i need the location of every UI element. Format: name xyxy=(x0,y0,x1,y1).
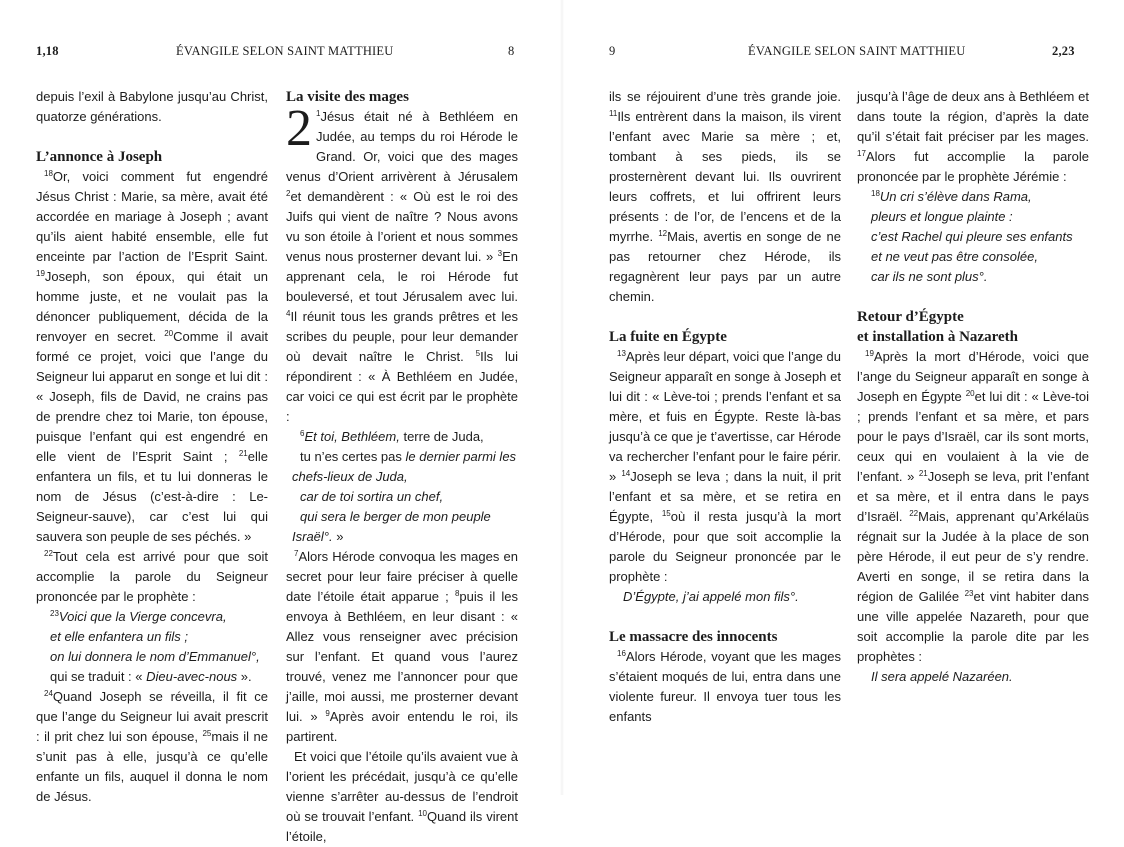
right-page xyxy=(562,0,1124,795)
left-column-2 xyxy=(286,87,518,847)
left-page xyxy=(0,0,562,844)
verse-number: 20 xyxy=(965,389,975,398)
verse-text: où il resta jusqu’à la mort d’Hérode, pour que soit accomplie la parole du Seigneur prononcée par le prophète : xyxy=(609,509,841,584)
verse-number: 1 xyxy=(316,109,321,118)
verse-text: ils se réjouirent d’une très grande joie. xyxy=(609,89,841,104)
verse-text: mais il ne s’unit pas à elle, jusqu’à ce qu’elle enfante un fils, auquel il donna le nom de Jésus. xyxy=(36,729,268,804)
verse-text: Joseph, son époux, qui était un homme juste, et ne voulait pas la dénoncer publiquement, décida de la renvoyer en secret. xyxy=(36,269,268,344)
verse-text: Tout cela est arrivé pour que soit accomplie la parole du Seigneur prononcée par le prophète : xyxy=(36,549,268,604)
paragraph xyxy=(609,647,841,727)
verse-number: 3 xyxy=(497,249,503,258)
verse-text: Mais, apprenant qu’Arkélaüs régnait sur la Judée à la place de son père Hérode, il eut peur de s’y rendre. Averti en songe, il se retira dans la région de Galilée xyxy=(857,509,1089,604)
verse-number: 8 xyxy=(454,589,460,598)
verse-text: En apprenant cela, le roi Hérode fut bouleversé, et tout Jérusalem avec lui. xyxy=(286,249,518,304)
quote-line: on lui donnera le nom d’Emmanuel°, xyxy=(50,649,260,664)
right-column-1 xyxy=(609,87,841,727)
quote-text: Un cri s’élève dans Rama, xyxy=(879,189,1032,204)
quote-text: ». xyxy=(237,669,252,684)
quote-text: terre de Juda, xyxy=(399,429,484,444)
verse-text: Après avoir entendu le roi, ils partirent. xyxy=(286,709,518,744)
verse-text: Comme il avait formé ce projet, voici que l’ange du Seigneur lui apparut en songe et lui dit : « Joseph, fils de David, ne crains pas de prendre chez toi Marie, ton épouse, puisque l’enfant qui est engendré en elle vient de l’Esprit Saint ; xyxy=(36,329,269,464)
left-page-header xyxy=(0,44,562,64)
left-header-reference: 1,18 xyxy=(36,44,59,58)
verse-number: 5 xyxy=(475,349,481,358)
section-title: et installation à Nazareth xyxy=(857,329,1018,345)
section-title: La visite des mages xyxy=(286,89,409,105)
verse-text: Après la mort d’Hérode, voici que l’ange du Seigneur apparaît en songe à Joseph en Égypte xyxy=(857,349,1089,404)
paragraph: depuis l’exil à Babylone jusqu’au Christ, quatorze générations. xyxy=(36,89,268,124)
verse-number: 14 xyxy=(621,469,631,478)
right-header-reference: 2,23 xyxy=(1052,44,1075,58)
verse-number: 23 xyxy=(50,609,59,618)
quote-line xyxy=(36,667,268,687)
spacer xyxy=(609,307,841,327)
quote-text: qui se traduit : « xyxy=(50,669,147,684)
verse-text: Après leur départ, voici que l’ange du Seigneur apparaît en songe à Joseph et lui dit : « Lève-toi ; prends l’enfant et sa mère, et fuis en Égypte. Reste là-bas jusqu’à ce que je t’avertisse, car Hérode va rechercher l’enfant pour le faire périr. » xyxy=(609,349,841,484)
verse-text: jusqu’à l’âge de deux ans à Bethléem et dans toute la région, d’après la date qu’il s’était fait préciser par les mages. xyxy=(857,89,1089,144)
right-header-title: ÉVANGILE SELON SAINT MATTHIEU xyxy=(748,44,966,58)
quote-line: c’est Rachel qui pleure ses enfants xyxy=(871,229,1073,244)
right-page-header xyxy=(562,44,1124,64)
verse-number: 2 xyxy=(286,189,291,198)
verse-number: 13 xyxy=(617,349,626,358)
quote-text: tu n’es certes pas xyxy=(300,449,406,464)
quote-line: car ils ne sont plus°. xyxy=(871,269,988,284)
paragraph xyxy=(609,87,841,307)
paragraph xyxy=(36,167,268,547)
paragraph xyxy=(286,547,518,747)
spacer xyxy=(609,607,841,627)
right-page-number: 9 xyxy=(609,44,616,58)
quote-text: » xyxy=(332,529,344,544)
verse-number: 7 xyxy=(294,549,299,558)
verse-number: 6 xyxy=(300,429,305,438)
verse-number: 24 xyxy=(44,689,53,698)
paragraph xyxy=(857,87,1089,187)
verse-text: Il réunit tous les grands prêtres et les scribes du peuple, pour leur demander où devait naître le Christ. xyxy=(286,309,518,364)
section-title: L’annonce à Joseph xyxy=(36,149,163,165)
quote-line: Il sera appelé Nazaréen. xyxy=(871,669,1013,684)
quote-line: pleurs et longue plainte : xyxy=(871,209,1013,224)
quote-line xyxy=(36,607,268,627)
verse-text: Or, voici comment fut engendré Jésus Christ : Marie, sa mère, avait été accordée en mariage à Joseph ; avant qu’ils aient habité ensemble, elle fut enceinte par l’action de l’Esprit Saint. xyxy=(36,169,268,264)
paragraph xyxy=(286,747,518,847)
verse-number: 21 xyxy=(238,449,248,458)
verse-number: 21 xyxy=(918,469,928,478)
verse-text: et lui dit : « Lève-toi ; prends l’enfant et sa mère, et pars pour le pays d’Israël, car ils sont morts, ceux qui en voulaient à la vie de l’enfant. » xyxy=(857,389,1089,484)
verse-number: 18 xyxy=(871,189,880,198)
verse-text: Quand Joseph se réveilla, il fit ce que l’ange du Seigneur lui avait prescrit : il prit chez lui son épouse, xyxy=(36,689,268,744)
paragraph xyxy=(36,687,268,807)
verse-text: Joseph se leva, prit l’enfant et sa mère, et il entra dans le pays d’Israël. xyxy=(857,469,1089,524)
verse-number: 23 xyxy=(964,589,974,598)
verse-text: Et voici que l’étoile qu’ils avaient vue à l’orient les précédait, jusqu’à ce qu’elle vienne s’arrêter au-dessus de l’endroit où se trouvait l’enfant. xyxy=(286,749,518,824)
verse-number: 18 xyxy=(44,169,53,178)
verse-number: 22 xyxy=(44,549,53,558)
verse-text: Quand ils virent l’étoile, xyxy=(286,809,518,844)
quote-text: qui sera le berger de mon peuple Israël°. xyxy=(292,509,491,544)
paragraph xyxy=(609,347,841,587)
left-header-title: ÉVANGILE SELON SAINT MATTHIEU xyxy=(176,44,394,58)
chapter-drop-cap: 2 xyxy=(286,100,312,157)
verse-text: elle enfantera un fils, et tu lui donneras le nom de Jésus (c’est-à-dire : Le-Seigneur-sauve), car c’est lui qui sauvera son peuple de ses péchés. » xyxy=(36,449,268,544)
quote-line xyxy=(286,507,518,547)
quote-line: et ne veut pas être consolée, xyxy=(871,249,1038,264)
verse-number: 20 xyxy=(164,329,174,338)
section-title: La fuite en Égypte xyxy=(609,329,727,345)
verse-text: Ils lui répondirent : « À Bethléem en Judée, car voici ce qui est écrit par le prophète : xyxy=(286,349,518,424)
verse-text: Alors Hérode, voyant que les mages s’étaient moqués de lui, entra dans une violente fureur. Il envoya tuer tous les enfants xyxy=(609,649,841,724)
verse-number: 19 xyxy=(865,349,874,358)
section-title: Retour d’Égypte xyxy=(857,309,964,325)
left-column-1 xyxy=(36,87,268,807)
paragraph xyxy=(36,547,268,607)
verse-number: 12 xyxy=(658,229,668,238)
verse-text: Alors fut accomplie la parole prononcée par le prophète Jérémie : xyxy=(857,149,1089,184)
quote-line: et elle enfantera un fils ; xyxy=(50,629,189,644)
quote-line: car de toi sortira un chef, xyxy=(300,489,444,504)
spacer xyxy=(36,127,268,147)
verse-number: 4 xyxy=(286,309,291,318)
section-title: Le massacre des innocents xyxy=(609,629,778,645)
quote-line xyxy=(286,447,518,487)
verse-number: 11 xyxy=(609,109,618,118)
quote-line: D’Égypte, j’ai appelé mon fils°. xyxy=(623,589,799,604)
spacer xyxy=(857,287,1089,307)
paragraph xyxy=(286,100,518,427)
right-column-2 xyxy=(857,87,1089,687)
verse-number: 9 xyxy=(325,709,330,718)
verse-text: Alors Hérode convoqua les mages en secret pour leur faire préciser à quelle date l’étoile était apparue ; xyxy=(286,549,518,604)
verse-text: et demandèrent : « Où est le roi des Juifs qui vient de naître ? Nous avons vu son étoile à l’orient et nous sommes venus nous prosterner devant lui. » xyxy=(286,189,518,264)
verse-text: Jésus était né à Bethléem en Judée, au temps du roi Hérode le Grand. Or, voici que des mages venus d’Orient arrivèrent à Jérusalem xyxy=(286,109,518,184)
verse-number: 19 xyxy=(36,269,45,278)
verse-number: 17 xyxy=(857,149,866,158)
verse-text: Mais, avertis en songe de ne pas retourner chez Hérode, ils regagnèrent leur pays par un autre chemin. xyxy=(609,229,842,304)
verse-number: 10 xyxy=(418,809,428,818)
quote-text: Et toi, Bethléem, xyxy=(304,429,400,444)
quote-line xyxy=(857,187,1089,207)
verse-number: 16 xyxy=(617,649,626,658)
quote-text: Voici que la Vierge concevra, xyxy=(58,609,227,624)
verse-text: Ils entrèrent dans la maison, ils virent l’enfant avec Marie sa mère ; et, tombant à ses pieds, ils se prosternèrent devant lui. Ils ouvrirent leurs coffrets, et lui offrirent leurs présents : de l’or, de l’encens et de la myrrhe. xyxy=(609,109,841,244)
left-page-number: 8 xyxy=(508,44,515,58)
verse-number: 25 xyxy=(202,729,212,738)
verse-number: 22 xyxy=(909,509,919,518)
verse-text: puis il les envoya à Bethléem, en leur disant : « Allez vous renseigner avec précision sur l’enfant. Et quand vous l’aurez trouvé, venez me l’annoncer pour que j’aille, moi aussi, me prosterner devant lui. » xyxy=(286,589,519,724)
verse-number: 15 xyxy=(661,509,671,518)
verse-text: et vint habiter dans une ville appelée Nazareth, pour que soit accomplie la parole dite par les prophètes : xyxy=(857,589,1089,664)
verse-text: Joseph se leva ; dans la nuit, il prit l’enfant et sa mère, et se retira en Égypte, xyxy=(609,469,841,524)
quote-text: Dieu-avec-nous xyxy=(146,669,238,684)
quote-text: le dernier parmi les chefs-lieux de Juda, xyxy=(292,449,517,484)
paragraph xyxy=(857,347,1089,667)
quote-line xyxy=(286,427,518,447)
